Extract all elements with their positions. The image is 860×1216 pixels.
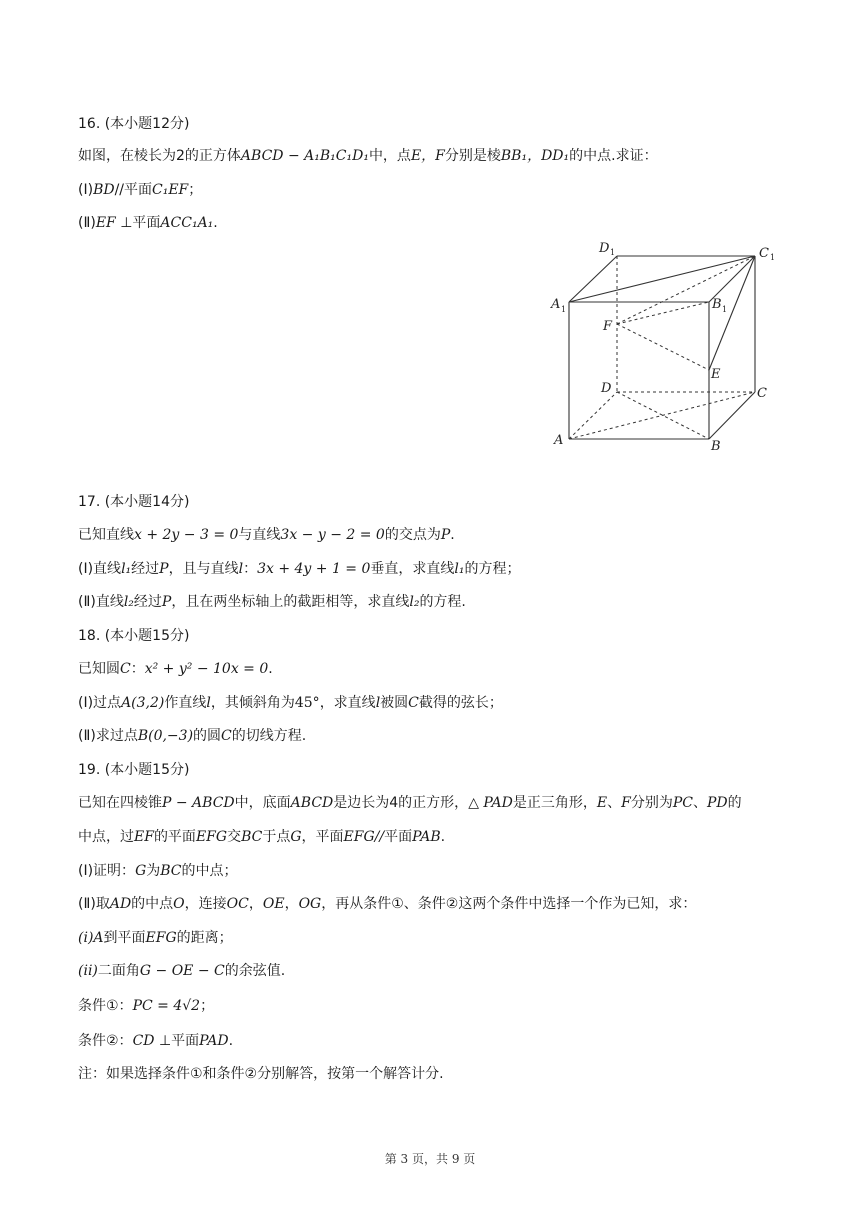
- text: 是边长为4的正方形，: [333, 795, 469, 811]
- math: (i): [78, 930, 94, 946]
- text: 已知在四棱锥: [78, 795, 162, 811]
- q19-cond1: [78, 996, 214, 1016]
- q18-header: 18. (本小题15分): [78, 628, 190, 644]
- text: .: [450, 527, 455, 543]
- math: C: [120, 661, 131, 677]
- math: ACC₁A₁: [160, 215, 214, 231]
- q17-header: 17. (本小题14分): [78, 494, 190, 510]
- q18-part2: [78, 726, 306, 746]
- math: OC: [226, 896, 249, 912]
- text: ，连接: [184, 896, 227, 912]
- text: 的方程.: [419, 594, 466, 610]
- math: O: [173, 896, 185, 912]
- label-d1: D: [599, 241, 610, 256]
- q19-line1: [78, 793, 742, 813]
- label-sub: 1: [722, 305, 728, 314]
- text: 被圆: [380, 695, 409, 711]
- q19-note: 注：如果选择条件①和条件②分别解答，按第一个解答计分.: [78, 1066, 444, 1082]
- label-e: E: [711, 367, 721, 382]
- math: PD: [706, 795, 728, 811]
- text: 为: [146, 863, 161, 879]
- q16-part2: [78, 213, 218, 233]
- text: 如图，在棱长为2的正方体: [78, 148, 241, 164]
- math: P: [161, 594, 172, 610]
- text: ；: [188, 182, 203, 198]
- math: C: [221, 728, 232, 744]
- math: P: [440, 527, 451, 543]
- text: (Ⅰ)证明：: [78, 863, 136, 879]
- edge-ad: [569, 392, 617, 439]
- text: ，: [248, 896, 263, 912]
- label-c: C: [757, 386, 767, 401]
- label-f: F: [603, 319, 613, 334]
- label-sub: 1: [610, 248, 616, 257]
- text: 已知圆: [78, 661, 120, 677]
- text: (Ⅰ): [78, 182, 94, 198]
- text: 的圆: [193, 728, 222, 744]
- label-a: A: [554, 433, 564, 448]
- page-footer: 第 3 页，共 9 页: [384, 1152, 476, 1166]
- math: CD: [132, 1033, 155, 1049]
- math: ABCD: [290, 795, 334, 811]
- math: PAB: [412, 829, 441, 845]
- label-a1: A: [551, 297, 561, 312]
- label-sub: 1: [561, 305, 567, 314]
- text: 、: [607, 795, 622, 811]
- text: 的中点.求证：: [569, 148, 658, 164]
- math-edges: BB₁，DD₁: [500, 148, 570, 164]
- diag-a1c1: [569, 256, 755, 302]
- math: l: [206, 695, 211, 711]
- text: 的方程；: [464, 561, 521, 577]
- math-eq: 3x + 4y + 1 = 0: [257, 561, 371, 577]
- math: EF: [95, 215, 116, 231]
- math-cube: ABCD − A₁B₁C₁D₁: [240, 148, 369, 164]
- math: BD: [93, 182, 115, 198]
- text: 交: [227, 829, 242, 845]
- math: AD: [109, 896, 132, 912]
- text: 是正三角形，: [512, 795, 597, 811]
- text: (Ⅱ)直线: [78, 594, 124, 610]
- text: 中点，过: [78, 829, 134, 845]
- text: 到平面: [103, 930, 146, 946]
- text: (Ⅱ): [78, 215, 96, 231]
- seg-fe: [617, 324, 709, 370]
- math-eq: x + 2y − 3 = 0: [134, 527, 239, 543]
- q17-part1: [78, 559, 520, 579]
- text: 的平面: [153, 829, 196, 845]
- text: ，平面: [301, 829, 344, 845]
- label-c1: C: [759, 246, 769, 261]
- math: 45°: [294, 695, 320, 711]
- text: 的中点: [131, 896, 174, 912]
- label-b1: B: [712, 297, 722, 312]
- text: ⊥平面: [154, 1033, 200, 1049]
- math: C: [408, 695, 419, 711]
- text: 中，底面: [234, 795, 291, 811]
- text: 与直线: [238, 527, 281, 543]
- math: PC: [672, 795, 693, 811]
- math: C₁EF: [152, 182, 189, 198]
- math: P − ABCD: [162, 795, 235, 811]
- q17-intro: [78, 525, 455, 545]
- text: 分别为: [630, 795, 673, 811]
- math-eq: 3x − y − 2 = 0: [280, 527, 385, 543]
- q19-sub1: [78, 928, 233, 948]
- label-sub: 1: [770, 253, 776, 262]
- q19-cond2: [78, 1031, 233, 1051]
- text: //平面: [114, 182, 153, 198]
- text: ，再从条件①、条件②这两个条件中选择一个作为已知，求：: [321, 896, 697, 912]
- math: EFG//: [343, 829, 385, 845]
- math: B(0,−3): [137, 728, 194, 744]
- math: EFG: [195, 829, 228, 845]
- q18-intro: [78, 659, 273, 679]
- text: .: [268, 661, 273, 677]
- math-eq: x² + y² − 10x = 0: [144, 661, 269, 677]
- text: ，求直线: [319, 695, 376, 711]
- seg-ec1: [709, 256, 755, 370]
- q19-sub2: [78, 961, 285, 981]
- text: ⊥平面: [115, 215, 161, 231]
- q19-header: 19. (本小题15分): [78, 762, 190, 778]
- edge-b1c1: [709, 256, 755, 302]
- math: A(3,2): [121, 695, 165, 711]
- text: 中，点: [368, 148, 411, 164]
- text: 平面: [384, 829, 413, 845]
- math: G: [135, 863, 147, 879]
- text: ，且在两坐标轴上的截距相等，求直线: [171, 594, 410, 610]
- math: E: [596, 795, 608, 811]
- math: BC: [241, 829, 263, 845]
- text: 的余弦值.: [224, 963, 286, 979]
- text: (Ⅱ)取: [78, 896, 110, 912]
- q19-line2: [78, 827, 445, 847]
- math: G: [290, 829, 302, 845]
- text: 条件②：: [78, 1033, 133, 1049]
- text: 经过: [133, 594, 162, 610]
- text: 已知直线: [78, 527, 134, 543]
- text: 截得的弦长；: [418, 695, 503, 711]
- text: .: [228, 1033, 234, 1049]
- math: P: [159, 561, 169, 577]
- text: 条件①：: [78, 998, 133, 1014]
- math: OE: [262, 896, 285, 912]
- seg-fc1: [617, 256, 755, 324]
- text: 二面角: [97, 963, 140, 979]
- text: 分别是棱: [444, 148, 501, 164]
- text: 的距离；: [176, 930, 233, 946]
- math: △ PAD: [468, 795, 513, 811]
- text: 的交点为: [384, 527, 441, 543]
- cube-figure: [545, 232, 785, 457]
- text: 作直线: [164, 695, 207, 711]
- text: ，且与直线: [168, 561, 239, 577]
- text: ；: [200, 998, 215, 1014]
- q16-intro: [78, 146, 658, 166]
- math: l: [375, 695, 381, 711]
- math: G − OE − C: [139, 963, 225, 979]
- text: 于点: [262, 829, 291, 845]
- math: A: [93, 930, 104, 946]
- text: 的中点；: [181, 863, 238, 879]
- math: l₁: [454, 561, 465, 577]
- text: 经过: [131, 561, 160, 577]
- math: EF: [134, 829, 154, 845]
- math: l₂: [123, 594, 134, 610]
- seg-fb1: [617, 302, 709, 324]
- math: BC: [160, 863, 182, 879]
- q19-part1: [78, 861, 238, 881]
- q18-part1: [78, 693, 503, 713]
- text: .: [440, 829, 446, 845]
- text: ：: [243, 561, 258, 577]
- math: OG: [298, 896, 322, 912]
- text: ，其倾斜角为: [210, 695, 295, 711]
- math: PAD: [199, 1033, 229, 1049]
- edge-a1d1: [569, 256, 617, 302]
- text: (Ⅰ)直线: [78, 561, 122, 577]
- label-d: D: [601, 381, 612, 396]
- math: (ii): [78, 963, 98, 979]
- q17-part2: [78, 592, 466, 612]
- q16-header: 16. (本小题12分): [78, 116, 190, 132]
- math: PC = 4√2: [132, 998, 201, 1014]
- text: 、: [692, 795, 707, 811]
- text: 的: [727, 795, 742, 811]
- math: l₂: [409, 594, 420, 610]
- text: .: [213, 215, 218, 231]
- text: 垂直，求直线: [370, 561, 455, 577]
- text: ，: [284, 896, 299, 912]
- text: ：: [130, 661, 145, 677]
- math: EFG: [145, 930, 177, 946]
- q16-part1: [78, 180, 202, 200]
- text: 的切线方程.: [231, 728, 307, 744]
- text: (Ⅱ)求过点: [78, 728, 138, 744]
- math: l: [238, 561, 244, 577]
- label-b: B: [711, 439, 721, 454]
- math-points: E，F: [410, 148, 445, 164]
- q19-part2: [78, 894, 696, 914]
- math: F: [621, 795, 631, 811]
- math: l₁: [121, 561, 132, 577]
- edge-bc: [709, 392, 755, 439]
- text: (Ⅰ)过点: [78, 695, 122, 711]
